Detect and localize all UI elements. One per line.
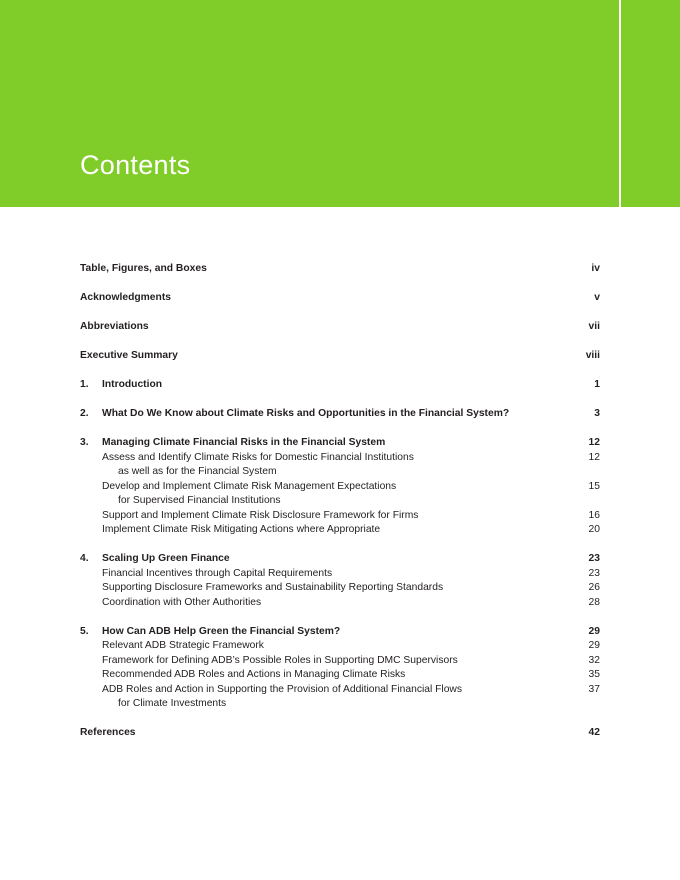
toc-chapter-number: 4. <box>80 553 89 564</box>
toc-spacer <box>80 393 600 408</box>
toc-spacer <box>80 335 600 350</box>
toc-chapter-label: How Can ADB Help Green the Financial System? <box>102 625 341 637</box>
toc-subentry[interactable] <box>80 581 600 596</box>
toc-subentry-label: Coordination with Other Authorities <box>102 596 262 608</box>
toc-spacer <box>80 364 600 379</box>
toc-chapter-page: 23 <box>588 553 600 564</box>
toc-subentry-label: Develop and Implement Climate Risk Management Expectations <box>102 480 397 492</box>
toc-chapter[interactable] <box>80 407 600 422</box>
toc-subentry-continuation: for Climate Investments <box>118 698 227 709</box>
toc-entry-label: Abbreviations <box>80 321 149 332</box>
toc-entry-page: vii <box>588 321 600 332</box>
toc-entry-label: References <box>80 727 136 738</box>
toc-subentry[interactable] <box>80 654 600 669</box>
toc-chapter-label: Scaling Up Green Finance <box>102 553 230 564</box>
toc-subentry[interactable] <box>80 567 600 582</box>
toc-subentry-page: 28 <box>588 596 600 608</box>
toc-subentry-page: 12 <box>588 451 600 463</box>
toc-subentry[interactable] <box>80 523 600 538</box>
toc-subentry-continuation: as well as for the Financial System <box>118 466 277 477</box>
toc-chapter-number: 3. <box>80 437 89 448</box>
toc-subentry-label: Assess and Identify Climate Risks for Domestic Financial Institutions <box>102 451 414 463</box>
toc-spacer <box>80 422 600 437</box>
toc-subentry-label: ADB Roles and Action in Supporting the Provision of Additional Financial Flows <box>102 683 463 695</box>
toc-subentry-label: Supporting Disclosure Frameworks and Sustainability Reporting Standards <box>102 582 444 593</box>
toc-chapter[interactable] <box>80 436 600 451</box>
toc-subentry-label: Implement Climate Risk Mitigating Actions where Appropriate <box>102 524 381 535</box>
toc-subentry-label: Support and Implement Climate Risk Disclosure Framework for Firms <box>102 509 419 521</box>
toc-spacer <box>80 538 600 553</box>
toc-chapter-label: Introduction <box>102 379 163 390</box>
table-of-contents <box>80 262 600 741</box>
toc-subentry-label: Framework for Defining ADB’s Possible Roles in Supporting DMC Supervisors <box>102 654 458 666</box>
toc-subentry-continuation: for Supervised Financial Institutions <box>118 495 281 506</box>
toc-subentry[interactable] <box>80 668 600 683</box>
toc-spacer <box>80 712 600 727</box>
toc-subentry-page: 32 <box>588 654 600 666</box>
toc-subentry[interactable] <box>80 480 600 495</box>
toc-chapter-label: What Do We Know about Climate Risks and Opportunities in the Financial System? <box>102 408 510 419</box>
toc-entry[interactable] <box>80 291 600 306</box>
toc-entry[interactable] <box>80 726 600 741</box>
toc-entry-page: 42 <box>588 727 600 738</box>
toc-spacer <box>80 610 600 625</box>
toc-subentry-page: 29 <box>588 640 600 651</box>
toc-chapter[interactable] <box>80 378 600 393</box>
toc-subentry-page: 23 <box>588 567 600 579</box>
toc-subentry[interactable] <box>80 596 600 611</box>
toc-entry[interactable] <box>80 349 600 364</box>
toc-spacer <box>80 277 600 292</box>
toc-chapter[interactable] <box>80 625 600 640</box>
toc-chapter-page: 3 <box>594 408 600 419</box>
toc-subentry-page: 35 <box>588 669 600 680</box>
toc-entry-page: viii <box>585 350 600 361</box>
toc-chapter[interactable] <box>80 552 600 567</box>
header-banner <box>0 0 680 207</box>
toc-subentry[interactable] <box>80 683 600 698</box>
toc-subentry[interactable] <box>80 509 600 524</box>
toc-entry[interactable] <box>80 320 600 335</box>
toc-chapter-page: 12 <box>588 437 600 448</box>
toc-subentry-page: 15 <box>588 480 600 492</box>
toc-subentry-page: 20 <box>588 524 600 535</box>
toc-entry-page: iv <box>591 263 600 274</box>
toc-entry-label: Acknowledgments <box>80 292 171 303</box>
toc-chapter-page: 29 <box>588 625 600 637</box>
toc-entry-label: Table, Figures, and Boxes <box>80 263 207 274</box>
toc-chapter-label: Managing Climate Financial Risks in the Financial System <box>102 437 386 448</box>
toc-subentry[interactable] <box>80 639 600 654</box>
header-divider <box>619 0 621 207</box>
toc-subentry-label: Recommended ADB Roles and Actions in Managing Climate Risks <box>102 669 406 680</box>
toc-chapter-page: 1 <box>594 379 600 390</box>
toc-subentry-page: 16 <box>588 509 600 521</box>
toc-spacer <box>80 306 600 321</box>
toc-subentry[interactable] <box>80 451 600 466</box>
toc-subentry-label: Relevant ADB Strategic Framework <box>102 640 264 651</box>
toc-entry[interactable] <box>80 262 600 277</box>
toc-entry-label: Executive Summary <box>80 350 178 361</box>
toc-subentry-page: 37 <box>588 683 600 695</box>
page-title: Contents <box>80 150 191 180</box>
toc-subentry-page: 26 <box>588 582 600 593</box>
toc-entry-page: v <box>594 292 600 303</box>
toc-chapter-number: 2. <box>80 408 89 419</box>
toc-chapter-number: 1. <box>80 379 89 390</box>
toc-subentry-label: Financial Incentives through Capital Requirements <box>102 567 333 579</box>
toc-chapter-number: 5. <box>80 625 89 637</box>
